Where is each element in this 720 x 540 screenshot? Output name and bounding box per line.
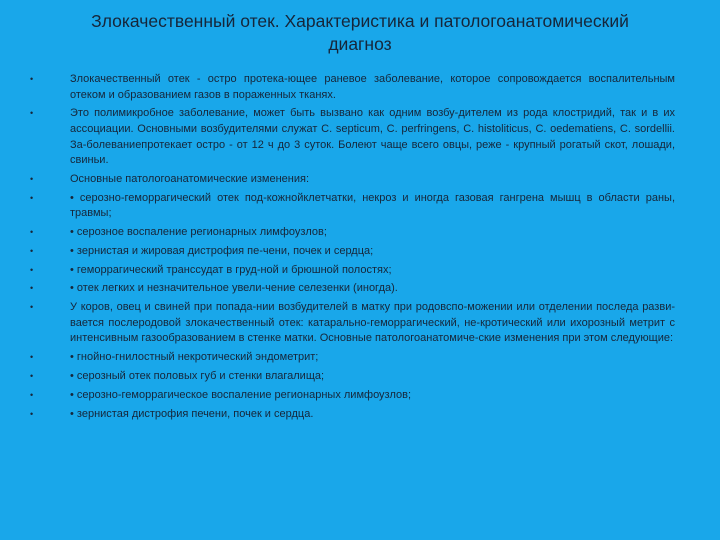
item-text: • серозно-геморрагический отек под-кожнойклетчатки, некроз и иногда газовая гангрена мышц в области раны, травмы; — [70, 191, 675, 220]
item-text: • геморрагический транссудат в груд-ной и брюшной полостях; — [70, 263, 392, 276]
list-item — [30, 172, 675, 188]
bullet-icon: • — [30, 302, 34, 313]
bullet-icon: • — [30, 352, 34, 363]
item-text: Основные патологоанатомические изменения: — [70, 172, 309, 185]
bullet-icon: • — [30, 108, 34, 119]
list-item — [30, 244, 675, 260]
list-item — [30, 281, 675, 297]
item-text: У коров, овец и свиней при попада-нии возбудителей в матку при родовспо-можении или отделении последа разви-вается послеродовой злокачественный отек: катарально-геморрагический, не-кротический или ихорозный метрит с интенсивным газообразованием в стенке матки. Основные патологоанатомиче-ские изменения при этом следующие: — [70, 301, 675, 345]
bullet-icon: • — [30, 389, 34, 400]
bullet-icon: • — [30, 245, 34, 256]
item-text: • зернистая дистрофия печени, почек и сердца. — [70, 407, 314, 420]
item-text: • серозный отек половых губ и стенки влагалища; — [70, 369, 325, 382]
item-text: • зернистая и жировая дистрофия пе-чени, почек и сердца; — [70, 244, 374, 257]
list-item — [30, 225, 675, 241]
bullet-icon: • — [30, 227, 34, 238]
item-text: Это полимикробное заболевание, может быть вызвано как одним возбу-дителем из рода клостридий, так и в их ассоциации. Основными возбудителями служат C. septicum, C. perfringens, C. histoliticus, C. oedematiens, C. sordellii. За-болеваниепротекает остро - от 12 ч до 3 суток. Болеют чаще всего овцы, реже - крупный рогатый скот, лошади, свиньи. — [70, 107, 675, 167]
bullet-icon: • — [30, 408, 34, 419]
bullet-icon: • — [30, 264, 34, 275]
list-item — [30, 350, 675, 366]
list-item — [30, 407, 675, 423]
bullet-list — [30, 72, 675, 425]
item-text: Злокачественный отек - остро протека-ющее раневое заболевание, которое сопровождается воспалительным отеком и образованием газов в пораженных тканях. — [70, 73, 675, 101]
list-item — [30, 191, 675, 222]
list-item — [30, 300, 675, 347]
item-text: • отек легких и незначительное увели-чение селезенки (иногда). — [70, 282, 398, 295]
item-text: • серозное воспаление регионарных лимфоузлов; — [70, 226, 327, 239]
list-item — [30, 106, 675, 168]
list-item — [30, 388, 675, 404]
item-text: • гнойно-гнилостный некротический эндометрит; — [70, 351, 319, 364]
bullet-icon: • — [30, 370, 34, 381]
list-item — [30, 72, 675, 103]
bullet-icon: • — [30, 173, 34, 184]
bullet-icon: • — [30, 74, 34, 84]
slide-title: Злокачественный отек. Характеристика и патологоанатомический диагноз — [91, 11, 629, 54]
list-item — [30, 263, 675, 279]
bullet-icon: • — [30, 283, 34, 294]
bullet-icon: • — [30, 192, 34, 203]
list-item — [30, 369, 675, 385]
item-text: • серозно-геморрагическое воспаление регионарных лимфоузлов; — [70, 388, 412, 401]
